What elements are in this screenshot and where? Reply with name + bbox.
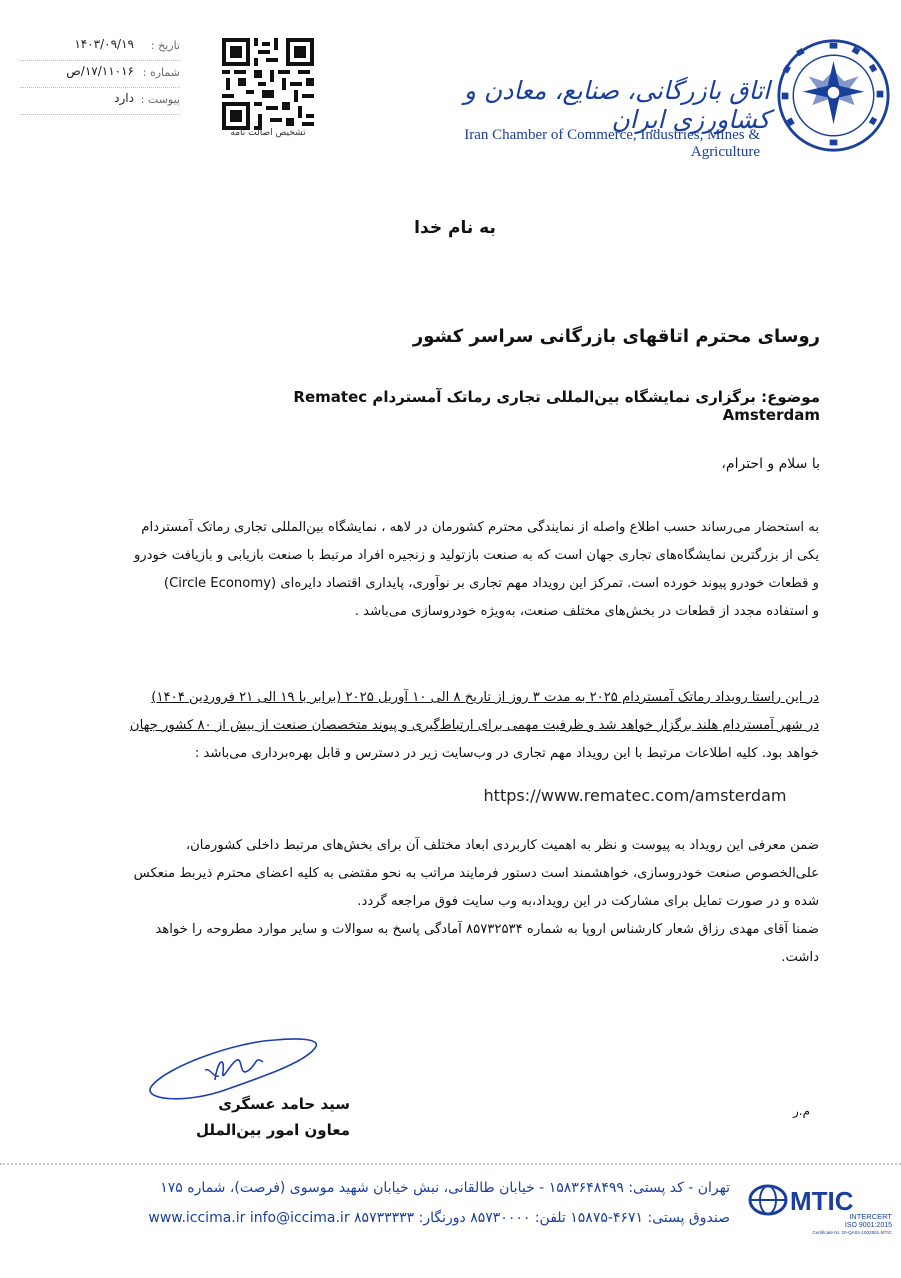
recipient-heading: روسای محترم اتاقهای بازرگانی سراسر کشور	[412, 326, 820, 347]
org-name-en: Iran Chamber of Commerce, Industries, Mines & Agriculture	[464, 127, 760, 160]
paragraph-line: علی‌الخصوص صنعت خودروسازی، خواهشمند است دستور فرمایند مراتب به نحو مقتضی به کلیه اعضای محترم ذیربط منعکس	[133, 866, 819, 881]
qr-caption: تشخیص اصالت نامه	[230, 128, 306, 138]
subject-line: موضوع: برگزاری نمایشگاه بین‌المللی تجاری رماتک آمستردام Rematec Amsterdam	[293, 388, 820, 424]
footer-contact	[8, 1210, 730, 1226]
footer-address: تهران - کد پستی: ۱۵۸۳۶۴۸۴۹۹ - خیابان طالقانی، نبش خیابان شهید موسوی (فرصت)، شماره ۱۷۵	[160, 1180, 730, 1196]
footer-web-email[interactable]: www.iccima.ir info@iccima.ir	[148, 1210, 350, 1226]
footer-phone-fax: صندوق پستی: ۴۶۷۱-۱۵۸۷۵ تلفن: ۸۵۷۳۰۰۰۰ دورنگار: ۸۵۷۳۳۳۳۳	[354, 1210, 730, 1226]
number-value: ۱۷/۱۱۰۱۶/ص	[66, 64, 134, 78]
paragraph-request	[99, 832, 819, 972]
paragraph-intro	[99, 514, 819, 626]
letter-meta	[20, 36, 180, 117]
attachment-value: دارد	[114, 91, 134, 105]
cert-brand: MTIC	[790, 1186, 854, 1216]
signer-name: سید حامد عسگری	[218, 1095, 350, 1113]
paragraph-line: داشت.	[781, 950, 819, 965]
qr-code-icon[interactable]	[222, 38, 314, 130]
paragraph-line: و استفاده مجدد از قطعات در بخش‌های مختلف صنعت، به‌ویژه خودروسازی می‌باشد .	[354, 604, 819, 619]
paragraph-line: به استحضار می‌رساند حسب اطلاع واصله از نمایندگی محترم کشورمان در لاهه ، نمایشگاه بین‌المللی تجاری رماتک آمستردام	[141, 520, 819, 535]
date-row	[20, 36, 180, 61]
date-value: ۱۴۰۳/۰۹/۱۹	[74, 37, 134, 51]
chamber-logo-icon	[776, 38, 891, 153]
paragraph-line: در شهر آمستردام هلند برگزار خواهد شد و ظرفیت مهمی برای ارتباط‌گیری و پیوند متخصصان صنعت از بیش از ۸۰ کشور جهان	[129, 718, 819, 733]
cert-line2: ISO 9001:2015	[844, 1222, 892, 1229]
paragraph-line: ضمن معرفی این رویداد به پیوست و نظر به اهمیت کاربردی ابعاد مختلف آن برای بخش‌های مرتبط داخلی کشورمان،	[185, 838, 819, 853]
number-row	[20, 63, 180, 88]
paragraph-line: خواهد بود. کلیه اطلاعات مرتبط با این رویداد مهم تجاری در وب‌سایت زیر در دسترس و قابل بهره‌برداری می‌باشد :	[194, 746, 819, 761]
event-website-link[interactable]: https://www.rematec.com/amsterdam	[483, 786, 787, 805]
attachment-row	[20, 90, 180, 115]
footer-divider	[0, 1163, 901, 1165]
mtic-certification-logo-icon	[748, 1178, 894, 1238]
paragraph-event-details	[99, 684, 819, 768]
attachment-label: پیوست :	[140, 93, 180, 106]
paragraph-line: و قطعات خودرو پیوند خورده است. تمرکز این رویداد مهم تجاری بر نوآوری، پایداری اقتصاد دایره‌ای (Circle Economy)	[163, 576, 819, 591]
paragraph-line: یکی از بزرگترین نمایشگاه‌های تجاری جهان است که به صنعت بازتولید و زنجیره افراد مرتبط با صنعت بازیابی و بازیافت خودرو	[133, 548, 819, 563]
paragraph-line: ضمنا آقای مهدی رزاق شعار کارشناس اروپا به شماره ۸۵۷۳۲۵۳۴ آمادگی پاسخ به سوالات و سایر موارد مطروحه را خواهد	[155, 922, 819, 937]
signer-title: معاون امور بین‌الملل	[195, 1121, 350, 1139]
cert-line1: INTERCERT	[849, 1212, 892, 1221]
date-label: تاریخ :	[150, 39, 180, 52]
number-label: شماره :	[142, 66, 180, 79]
reference-initials: م.ر	[792, 1104, 810, 1118]
salutation: با سلام و احترام،	[721, 456, 820, 472]
paragraph-line: در این راستا رویداد رماتک آمستردام ۲۰۲۵ به مدت ۳ روز از تاریخ ۸ الی ۱۰ آوریل ۲۰۲۵ (برابر با ۱۹ الی ۲۱ فروردین ۱۴۰۴)	[151, 690, 819, 705]
cert-line3: Certificate Nr. 20-QA04-1002501-MTIC	[812, 1230, 892, 1235]
org-name-fa: اتاق بازرگانی، صنایع، معادن و کشاورزی ایران	[463, 76, 770, 134]
bismillah-heading: به نام خدا	[414, 218, 496, 238]
paragraph-line: شده و در صورت تمایل برای مشارکت در این رویداد،به وب سایت فوق مراجعه گردد.	[357, 894, 819, 909]
